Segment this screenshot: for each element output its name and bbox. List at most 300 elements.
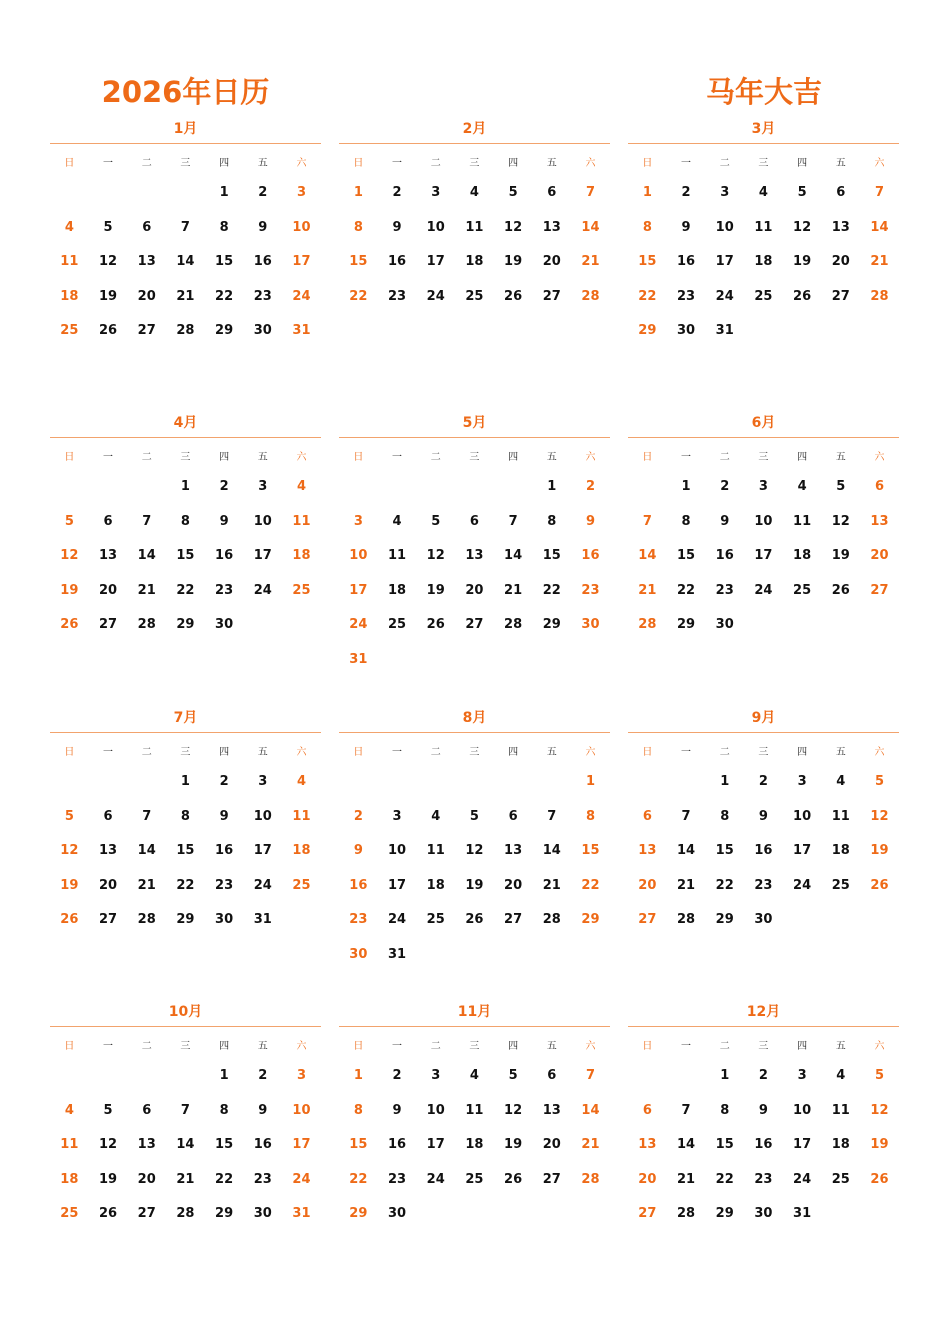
day-cell: 21 bbox=[581, 1137, 600, 1152]
day-cell: 26 bbox=[60, 617, 79, 632]
month-divider bbox=[50, 1026, 321, 1027]
weekday-label: 五 bbox=[257, 746, 268, 758]
month-name: 2月 bbox=[462, 121, 487, 137]
day-cell: 18 bbox=[60, 288, 79, 304]
day-cell: 30 bbox=[754, 912, 773, 927]
day-cell: 12 bbox=[870, 1102, 889, 1118]
empty-day-cell bbox=[89, 470, 128, 505]
empty-day-cell bbox=[378, 765, 417, 800]
day-cell: 14 bbox=[176, 1137, 195, 1152]
day-cell: 22 bbox=[176, 582, 195, 598]
day-cell: 21 bbox=[137, 582, 156, 598]
day-cell: 5 bbox=[836, 479, 846, 494]
day-cell: 5 bbox=[797, 185, 807, 200]
day-cell: 22 bbox=[581, 877, 600, 893]
weekday-label: 四 bbox=[219, 1040, 230, 1052]
day-cell: 9 bbox=[720, 513, 730, 529]
day-cell: 24 bbox=[426, 288, 445, 304]
day-cell: 6 bbox=[836, 185, 846, 200]
day-cell: 10 bbox=[754, 513, 773, 529]
day-cell: 19 bbox=[831, 548, 850, 563]
day-cell: 8 bbox=[585, 808, 595, 824]
day-cell: 26 bbox=[870, 877, 889, 893]
day-cell: 2 bbox=[258, 1068, 268, 1083]
day-cell: 8 bbox=[720, 1102, 730, 1118]
day-cell: 10 bbox=[793, 808, 812, 824]
day-cell: 24 bbox=[253, 582, 272, 598]
day-cell: 19 bbox=[504, 1137, 523, 1152]
day-cell: 27 bbox=[98, 617, 118, 632]
day-cell: 6 bbox=[874, 479, 884, 494]
weekday-header bbox=[50, 440, 321, 470]
day-cell: 1 bbox=[219, 1068, 229, 1083]
day-cell: 6 bbox=[508, 808, 518, 824]
day-cell: 24 bbox=[387, 912, 407, 927]
day-cell: 14 bbox=[581, 1102, 600, 1118]
weekday-label: 一 bbox=[103, 157, 114, 169]
day-cell: 15 bbox=[715, 1137, 734, 1152]
day-cell: 9 bbox=[585, 513, 595, 529]
day-cell: 19 bbox=[426, 582, 445, 598]
month-divider bbox=[339, 732, 610, 733]
day-cell: 27 bbox=[137, 323, 156, 338]
day-cell: 28 bbox=[581, 288, 600, 304]
day-cell: 15 bbox=[581, 843, 600, 858]
weekday-label: 四 bbox=[508, 157, 519, 169]
day-cell: 10 bbox=[292, 1102, 311, 1118]
day-cell: 8 bbox=[547, 513, 557, 529]
day-cell: 22 bbox=[676, 582, 696, 598]
weekday-label: 四 bbox=[797, 746, 808, 758]
days-grid bbox=[50, 176, 321, 349]
day-cell: 16 bbox=[581, 548, 600, 563]
day-cell: 23 bbox=[754, 1171, 773, 1187]
day-cell: 7 bbox=[681, 808, 691, 824]
empty-day-cell bbox=[416, 470, 455, 505]
empty-day-cell bbox=[455, 765, 494, 800]
day-cell: 13 bbox=[137, 1137, 156, 1152]
day-cell: 20 bbox=[870, 548, 889, 563]
day-cell: 8 bbox=[681, 513, 691, 529]
day-cell: 6 bbox=[103, 513, 113, 529]
weekday-label: 一 bbox=[681, 157, 692, 169]
days-grid bbox=[628, 470, 899, 643]
day-cell: 7 bbox=[585, 1068, 595, 1083]
day-cell: 12 bbox=[504, 1102, 523, 1118]
day-cell: 3 bbox=[296, 185, 306, 200]
month-name: 10月 bbox=[168, 1004, 203, 1020]
day-cell: 2 bbox=[681, 185, 691, 200]
day-cell: 16 bbox=[715, 548, 734, 563]
weekday-header bbox=[339, 146, 610, 176]
day-cell: 22 bbox=[349, 288, 368, 304]
weekday-label: 二 bbox=[719, 746, 730, 758]
day-cell: 13 bbox=[831, 219, 850, 235]
day-cell: 8 bbox=[180, 513, 190, 529]
day-cell: 29 bbox=[715, 912, 734, 927]
month-block bbox=[628, 412, 899, 643]
month-name: 6月 bbox=[751, 415, 776, 431]
month-block bbox=[628, 1001, 899, 1232]
day-cell: 30 bbox=[349, 946, 368, 962]
day-cell: 24 bbox=[793, 877, 812, 893]
weekday-label: 三 bbox=[758, 157, 769, 169]
weekday-header bbox=[339, 1029, 610, 1059]
day-cell: 17 bbox=[292, 254, 311, 269]
day-cell: 8 bbox=[219, 1102, 229, 1118]
day-cell: 18 bbox=[292, 843, 311, 858]
day-cell: 5 bbox=[103, 1102, 113, 1118]
day-cell: 30 bbox=[676, 323, 696, 338]
day-cell: 2 bbox=[353, 808, 363, 824]
day-cell: 23 bbox=[215, 582, 234, 598]
day-cell: 6 bbox=[547, 1068, 557, 1083]
day-cell: 4 bbox=[392, 513, 402, 529]
days-grid bbox=[50, 1059, 321, 1232]
day-cell: 13 bbox=[638, 1137, 657, 1152]
day-cell: 6 bbox=[103, 808, 113, 824]
month-divider bbox=[50, 437, 321, 438]
weekday-label: 六 bbox=[874, 1040, 885, 1052]
day-cell: 27 bbox=[870, 582, 889, 598]
day-cell: 13 bbox=[98, 843, 118, 858]
weekday-label: 六 bbox=[874, 746, 885, 758]
weekday-label: 日 bbox=[64, 1040, 75, 1052]
weekday-label: 日 bbox=[642, 1040, 653, 1052]
empty-day-cell bbox=[50, 765, 89, 800]
month-name: 4月 bbox=[173, 415, 198, 431]
weekday-label: 五 bbox=[835, 157, 846, 169]
weekday-header bbox=[339, 735, 610, 765]
day-cell: 29 bbox=[542, 617, 561, 632]
day-cell: 3 bbox=[353, 513, 363, 529]
day-cell: 16 bbox=[676, 254, 696, 269]
empty-day-cell bbox=[50, 470, 89, 505]
day-cell: 7 bbox=[142, 513, 152, 529]
day-cell: 14 bbox=[870, 219, 889, 235]
day-cell: 24 bbox=[292, 1171, 311, 1187]
day-cell: 31 bbox=[292, 323, 311, 338]
day-cell: 1 bbox=[681, 479, 691, 494]
day-cell: 24 bbox=[253, 877, 272, 893]
month-name: 11月 bbox=[457, 1004, 492, 1020]
weekday-label: 五 bbox=[835, 1040, 846, 1052]
day-cell: 4 bbox=[797, 479, 807, 494]
weekday-header bbox=[339, 440, 610, 470]
day-cell: 26 bbox=[98, 323, 118, 338]
day-cell: 11 bbox=[292, 513, 311, 529]
weekday-label: 日 bbox=[642, 157, 653, 169]
day-cell: 16 bbox=[253, 1137, 272, 1152]
weekday-label: 六 bbox=[874, 157, 885, 169]
weekday-label: 六 bbox=[585, 1040, 596, 1052]
day-cell: 30 bbox=[715, 617, 734, 632]
day-cell: 6 bbox=[469, 513, 479, 529]
day-cell: 4 bbox=[469, 185, 479, 200]
day-cell: 2 bbox=[392, 185, 402, 200]
weekday-label: 一 bbox=[103, 746, 114, 758]
day-cell: 28 bbox=[638, 617, 657, 632]
empty-day-cell bbox=[89, 1059, 128, 1094]
day-cell: 4 bbox=[296, 774, 306, 789]
day-cell: 14 bbox=[137, 548, 156, 563]
day-cell: 25 bbox=[60, 1206, 79, 1221]
day-cell: 12 bbox=[60, 548, 79, 563]
day-cell: 15 bbox=[715, 843, 734, 858]
empty-day-cell bbox=[494, 470, 533, 505]
day-cell: 29 bbox=[715, 1206, 734, 1221]
weekday-label: 三 bbox=[469, 1040, 480, 1052]
day-cell: 21 bbox=[176, 288, 195, 304]
month-name: 8月 bbox=[462, 710, 487, 726]
weekday-label: 一 bbox=[392, 451, 403, 463]
day-cell: 15 bbox=[638, 254, 657, 269]
day-cell: 23 bbox=[349, 912, 368, 927]
day-cell: 17 bbox=[793, 843, 812, 858]
day-cell: 29 bbox=[581, 912, 600, 927]
day-cell: 12 bbox=[465, 843, 484, 858]
day-cell: 3 bbox=[258, 774, 268, 789]
day-cell: 31 bbox=[715, 323, 734, 338]
empty-day-cell bbox=[339, 765, 378, 800]
day-cell: 18 bbox=[292, 548, 311, 563]
month-block bbox=[50, 707, 321, 938]
weekday-label: 五 bbox=[257, 1040, 268, 1052]
day-cell: 27 bbox=[542, 288, 561, 304]
month-name: 3月 bbox=[751, 121, 776, 137]
day-cell: 13 bbox=[504, 843, 523, 858]
day-cell: 16 bbox=[253, 254, 272, 269]
day-cell: 28 bbox=[137, 912, 156, 927]
day-cell: 14 bbox=[504, 548, 523, 563]
day-cell: 2 bbox=[758, 774, 768, 789]
month-divider bbox=[50, 732, 321, 733]
day-cell: 9 bbox=[681, 219, 691, 235]
day-cell: 27 bbox=[465, 617, 484, 632]
empty-day-cell bbox=[378, 470, 417, 505]
empty-day-cell bbox=[416, 765, 455, 800]
day-cell: 29 bbox=[176, 617, 195, 632]
day-cell: 4 bbox=[431, 808, 441, 824]
day-cell: 17 bbox=[426, 254, 445, 269]
day-cell: 1 bbox=[642, 185, 652, 200]
day-cell: 12 bbox=[504, 219, 523, 235]
day-cell: 26 bbox=[870, 1171, 889, 1187]
day-cell: 12 bbox=[870, 808, 889, 824]
day-cell: 29 bbox=[215, 1206, 234, 1221]
day-cell: 16 bbox=[387, 254, 407, 269]
day-cell: 7 bbox=[681, 1102, 691, 1118]
day-cell: 5 bbox=[874, 774, 884, 789]
day-cell: 26 bbox=[793, 288, 812, 304]
day-cell: 14 bbox=[676, 1137, 696, 1152]
day-cell: 2 bbox=[258, 185, 268, 200]
day-cell: 21 bbox=[504, 582, 523, 598]
day-cell: 17 bbox=[349, 582, 368, 598]
day-cell: 10 bbox=[715, 219, 734, 235]
day-cell: 10 bbox=[253, 513, 272, 529]
day-cell: 3 bbox=[392, 808, 402, 824]
weekday-label: 四 bbox=[508, 451, 519, 463]
days-grid bbox=[628, 176, 899, 349]
day-cell: 29 bbox=[176, 912, 195, 927]
weekday-label: 三 bbox=[758, 1040, 769, 1052]
day-cell: 10 bbox=[387, 843, 407, 858]
weekday-label: 三 bbox=[180, 451, 191, 463]
day-cell: 11 bbox=[60, 1137, 79, 1152]
day-cell: 24 bbox=[715, 288, 734, 304]
empty-day-cell bbox=[166, 176, 205, 211]
day-cell: 18 bbox=[387, 582, 407, 598]
day-cell: 17 bbox=[292, 1137, 311, 1152]
day-cell: 15 bbox=[215, 254, 234, 269]
day-cell: 18 bbox=[60, 1171, 79, 1187]
day-cell: 3 bbox=[797, 1068, 807, 1083]
day-cell: 25 bbox=[831, 1171, 850, 1187]
day-cell: 17 bbox=[426, 1137, 445, 1152]
day-cell: 3 bbox=[720, 185, 730, 200]
day-cell: 7 bbox=[874, 185, 884, 200]
day-cell: 22 bbox=[638, 288, 657, 304]
day-cell: 23 bbox=[754, 877, 773, 893]
day-cell: 14 bbox=[638, 548, 657, 563]
day-cell: 30 bbox=[581, 617, 600, 632]
day-cell: 18 bbox=[831, 843, 850, 858]
month-block bbox=[50, 118, 321, 349]
weekday-label: 一 bbox=[103, 451, 114, 463]
weekday-label: 三 bbox=[180, 157, 191, 169]
month-name: 7月 bbox=[173, 710, 198, 726]
day-cell: 6 bbox=[142, 1102, 152, 1118]
empty-day-cell bbox=[494, 765, 533, 800]
day-cell: 8 bbox=[353, 1102, 363, 1118]
day-cell: 11 bbox=[465, 1102, 484, 1118]
weekday-header bbox=[628, 146, 899, 176]
day-cell: 12 bbox=[98, 254, 118, 269]
weekday-label: 二 bbox=[141, 746, 152, 758]
day-cell: 29 bbox=[349, 1206, 368, 1221]
weekday-label: 一 bbox=[392, 157, 403, 169]
day-cell: 9 bbox=[392, 219, 402, 235]
day-cell: 13 bbox=[465, 548, 484, 563]
day-cell: 6 bbox=[642, 1102, 652, 1118]
day-cell: 6 bbox=[142, 219, 152, 235]
day-cell: 18 bbox=[831, 1137, 850, 1152]
day-cell: 20 bbox=[831, 254, 850, 269]
day-cell: 1 bbox=[585, 774, 595, 789]
day-cell: 14 bbox=[137, 843, 156, 858]
day-cell: 28 bbox=[137, 617, 156, 632]
weekday-label: 四 bbox=[797, 157, 808, 169]
day-cell: 2 bbox=[219, 479, 229, 494]
weekday-label: 五 bbox=[835, 451, 846, 463]
day-cell: 14 bbox=[542, 843, 561, 858]
weekday-header bbox=[50, 146, 321, 176]
empty-day-cell bbox=[89, 176, 128, 211]
day-cell: 1 bbox=[180, 774, 190, 789]
day-cell: 9 bbox=[392, 1102, 402, 1118]
day-cell: 11 bbox=[754, 219, 773, 235]
day-cell: 2 bbox=[758, 1068, 768, 1083]
empty-day-cell bbox=[628, 470, 667, 505]
month-divider bbox=[50, 143, 321, 144]
empty-day-cell bbox=[50, 1059, 89, 1094]
weekday-label: 三 bbox=[758, 451, 769, 463]
day-cell: 12 bbox=[793, 219, 812, 235]
weekday-label: 五 bbox=[257, 451, 268, 463]
day-cell: 25 bbox=[426, 912, 445, 927]
days-grid bbox=[50, 765, 321, 938]
weekday-label: 二 bbox=[719, 157, 730, 169]
day-cell: 26 bbox=[504, 288, 523, 304]
day-cell: 27 bbox=[831, 288, 850, 304]
day-cell: 1 bbox=[180, 479, 190, 494]
day-cell: 31 bbox=[349, 651, 368, 667]
weekday-label: 六 bbox=[296, 451, 307, 463]
day-cell: 25 bbox=[465, 1171, 484, 1187]
weekday-label: 六 bbox=[585, 157, 596, 169]
day-cell: 23 bbox=[676, 288, 696, 304]
weekday-header bbox=[628, 735, 899, 765]
day-cell: 5 bbox=[508, 185, 518, 200]
month-block bbox=[339, 707, 610, 972]
day-cell: 12 bbox=[60, 843, 79, 858]
empty-day-cell bbox=[339, 470, 378, 505]
day-cell: 13 bbox=[542, 219, 561, 235]
weekday-label: 一 bbox=[681, 1040, 692, 1052]
month-block bbox=[628, 707, 899, 938]
calendar-title: 2026年日历 bbox=[101, 75, 270, 109]
weekday-label: 一 bbox=[681, 746, 692, 758]
day-cell: 27 bbox=[137, 1206, 156, 1221]
day-cell: 8 bbox=[353, 219, 363, 235]
day-cell: 27 bbox=[504, 912, 523, 927]
day-cell: 10 bbox=[426, 219, 445, 235]
day-cell: 4 bbox=[64, 219, 74, 235]
weekday-label: 三 bbox=[180, 746, 191, 758]
day-cell: 14 bbox=[676, 843, 696, 858]
day-cell: 6 bbox=[547, 185, 557, 200]
day-cell: 16 bbox=[754, 1137, 773, 1152]
weekday-header bbox=[50, 735, 321, 765]
day-cell: 4 bbox=[836, 1068, 846, 1083]
day-cell: 9 bbox=[219, 808, 229, 824]
weekday-label: 五 bbox=[546, 746, 557, 758]
day-cell: 10 bbox=[793, 1102, 812, 1118]
day-cell: 22 bbox=[349, 1171, 368, 1187]
day-cell: 17 bbox=[253, 548, 272, 563]
day-cell: 27 bbox=[638, 912, 657, 927]
day-cell: 28 bbox=[581, 1171, 600, 1187]
day-cell: 19 bbox=[60, 877, 79, 893]
day-cell: 24 bbox=[754, 582, 773, 598]
day-cell: 31 bbox=[253, 912, 272, 927]
day-cell: 11 bbox=[426, 843, 445, 858]
weekday-label: 四 bbox=[508, 1040, 519, 1052]
day-cell: 17 bbox=[754, 548, 773, 563]
day-cell: 28 bbox=[504, 617, 523, 632]
weekday-label: 六 bbox=[585, 746, 596, 758]
day-cell: 9 bbox=[219, 513, 229, 529]
month-divider bbox=[628, 437, 899, 438]
day-cell: 17 bbox=[253, 843, 272, 858]
days-grid bbox=[339, 470, 610, 677]
day-cell: 25 bbox=[292, 582, 311, 598]
day-cell: 19 bbox=[60, 582, 79, 598]
day-cell: 19 bbox=[793, 254, 812, 269]
day-cell: 26 bbox=[60, 912, 79, 927]
day-cell: 25 bbox=[754, 288, 773, 304]
